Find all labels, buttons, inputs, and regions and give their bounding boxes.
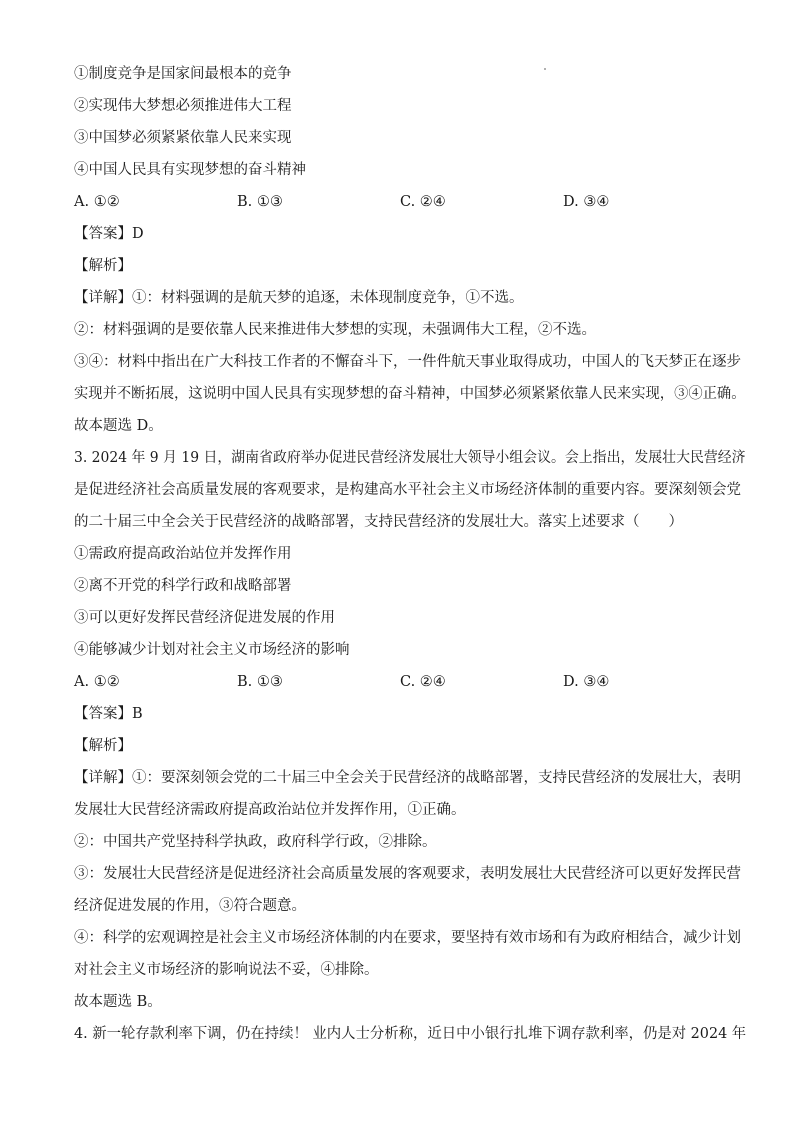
q3-detail-line: ④：科学的宏观调控是社会主义市场经济体制的内在要求，要坚持有效市场和有为政府相结合，减少计划 (74, 930, 741, 946)
q3-option-3: ③可以更好发挥民营经济促进发展的作用 (74, 610, 335, 626)
q2-analysis-label: 【解析】 (74, 258, 132, 274)
q3-choice-b: B. ①③ (237, 674, 283, 690)
q3-analysis-label: 【解析】 (74, 738, 132, 754)
q3-detail-line: 经济促进发展的作用，③符合题意。 (74, 898, 306, 914)
q3-option-4: ④能够减少计划对社会主义市场经济的影响 (74, 642, 350, 658)
q3-choices (74, 672, 746, 692)
q3-detail-line: 对社会主义市场经济的影响说法不妥，④排除。 (74, 962, 379, 978)
q2-conclusion: 故本题选 D。 (74, 418, 163, 434)
q2-detail-line: ③④：材料中指出在广大科技工作者的不懈奋斗下，一件件航天事业取得成功，中国人的飞天梦正在逐步 (74, 354, 741, 370)
q2-choice-a: A. ①② (74, 194, 120, 210)
q3-stem-line: 是促进经济社会高质量发展的客观要求，是构建高水平社会主义市场经济体制的重要内容。要深刻领会党 (74, 482, 741, 498)
q2-option-3: ③中国梦必须紧紧依靠人民来实现 (74, 130, 292, 146)
q3-detail-line: ③：发展壮大民营经济是促进经济社会高质量发展的客观要求，表明发展壮大民营经济可以更好发挥民营 (74, 866, 741, 882)
q2-answer: 【答案】D (74, 226, 144, 242)
q3-answer: 【答案】B (74, 706, 143, 722)
q2-detail-line: 【详解】①：材料强调的是航天梦的追逐，未体现制度竞争，①不选。 (74, 290, 524, 306)
q3-stem-line: 的二十届三中全会关于民营经济的战略部署，支持民营经济的发展壮大。落实上述要求（ ） (74, 514, 683, 530)
q3-detail-line: 发展壮大民营经济需政府提高政治站位并发挥作用，①正确。 (74, 802, 466, 818)
q3-conclusion: 故本题选 B。 (74, 994, 162, 1010)
q3-choice-a: A. ①② (74, 674, 120, 690)
q4-stem: 4. 新一轮存款利率下调，仍在持续！ 业内人士分析称，近日中小银行扎堆下调存款利率，仍是对 2024 年 (74, 1026, 747, 1042)
q2-choice-c: C. ②④ (400, 194, 446, 210)
q3-option-1: ①需政府提高政治站位并发挥作用 (74, 546, 292, 562)
q3-choice-c: C. ②④ (400, 674, 446, 690)
q2-detail-line: 实现并不断拓展，这说明中国人民具有实现梦想的奋斗精神，中国梦必须紧紧依靠人民来实现，③④正确。 (74, 386, 746, 402)
q2-option-4: ④中国人民具有实现梦想的奋斗精神 (74, 162, 306, 178)
q2-choice-d: D. ③④ (563, 194, 610, 210)
q3-detail-line: 【详解】①：要深刻领会党的二十届三中全会关于民营经济的战略部署，支持民营经济的发展壮大，表明 (74, 770, 741, 786)
q3-detail-line: ②：中国共产党坚持科学执政，政府科学行政，②排除。 (74, 834, 437, 850)
q3-stem-line: 3. 2024 年 9 月 19 日，湖南省政府举办促进民营经济发展壮大领导小组会议。会上指出，发展壮大民营经济 (74, 450, 746, 466)
q2-choices (74, 192, 746, 212)
q3-choice-d: D. ③④ (563, 674, 610, 690)
q2-detail-line: ②：材料强调的是要依靠人民来推进伟大梦想的实现，未强调伟大工程，②不选。 (74, 322, 596, 338)
q2-option-1: ①制度竞争是国家间最根本的竞争 (74, 66, 292, 82)
q2-option-2: ②实现伟大梦想必须推进伟大工程 (74, 98, 292, 114)
q3-option-2: ②离不开党的科学行政和战略部署 (74, 578, 292, 594)
q2-choice-b: B. ①③ (237, 194, 283, 210)
